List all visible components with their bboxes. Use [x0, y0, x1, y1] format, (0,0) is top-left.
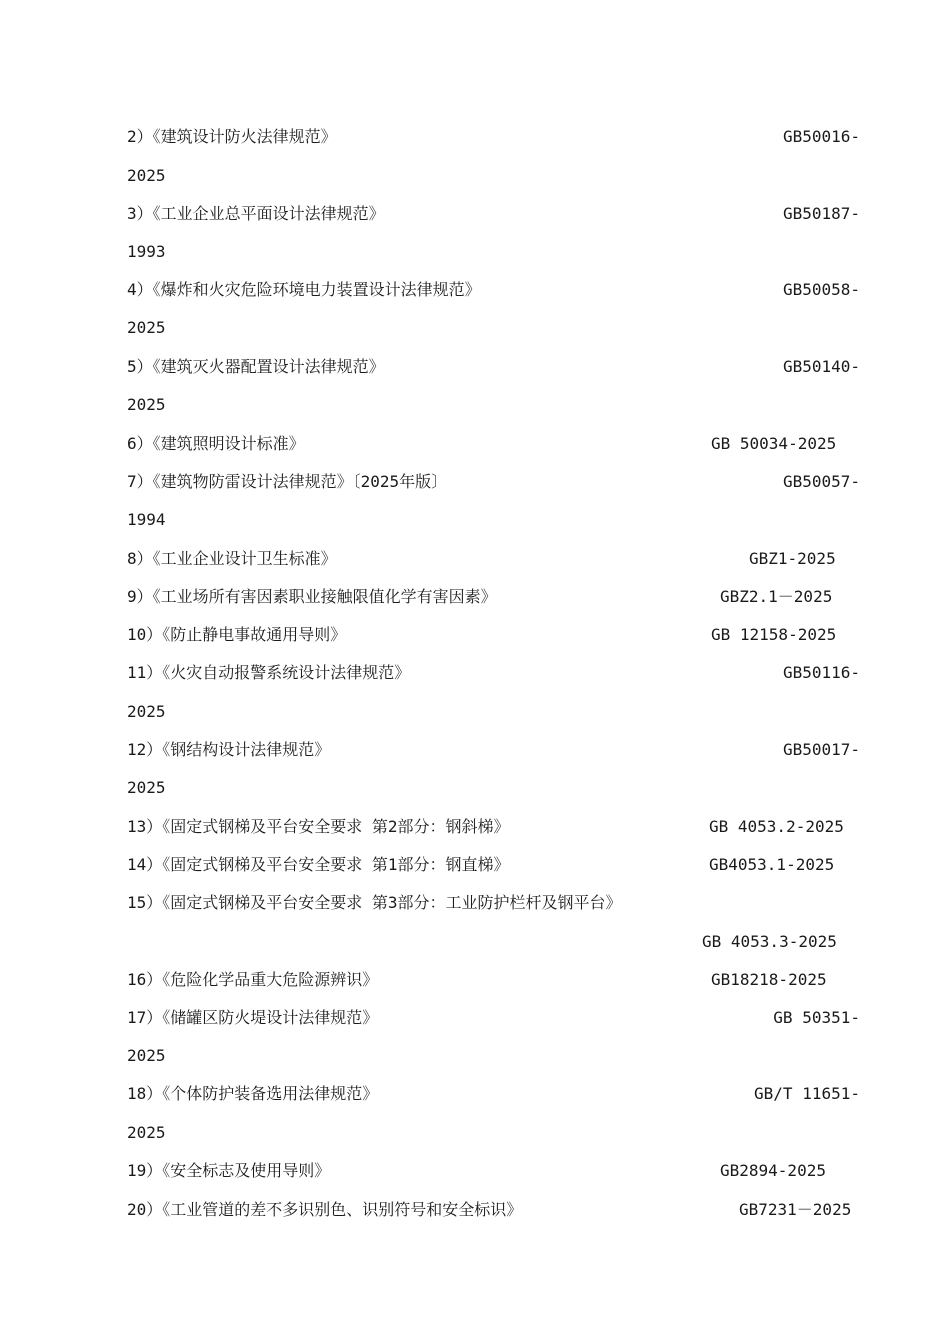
list-item	[127, 1082, 860, 1106]
standard-code: GB50187-	[782, 204, 860, 223]
list-item	[127, 623, 860, 647]
list-item	[127, 853, 860, 877]
standard-code-year: 2025	[127, 166, 166, 185]
list-item	[127, 432, 860, 456]
list-item	[127, 968, 860, 992]
standard-code: GB7231－2025	[739, 1200, 852, 1219]
standard-title: 9）《工业场所有害因素职业接触限值化学有害因素》	[127, 587, 497, 606]
list-item	[127, 815, 860, 839]
standard-title: 2）《建筑设计防火法律规范》	[127, 127, 337, 146]
list-item-continuation	[127, 508, 860, 532]
standard-code: GB4053.1-2025	[709, 855, 835, 874]
standard-code: GB50140-	[782, 357, 860, 376]
list-item-continuation	[127, 164, 860, 188]
standard-code: GB50058-	[782, 280, 860, 299]
standard-code: GB50116-	[782, 663, 860, 682]
standard-title: 17）《储罐区防火堤设计法律规范》	[127, 1008, 379, 1027]
standard-title: 3）《工业企业总平面设计法律规范》	[127, 204, 385, 223]
standard-title: 14）《固定式钢梯及平台安全要求 第1部分：钢直梯》	[127, 855, 510, 874]
list-item-continuation	[127, 930, 860, 954]
standard-code: GB2894-2025	[720, 1161, 826, 1180]
list-item	[127, 1006, 860, 1030]
standard-code-year: 2025	[127, 702, 166, 721]
standard-title: 5）《建筑灭火器配置设计法律规范》	[127, 357, 385, 376]
standard-title: 16）《危险化学品重大危险源辨识》	[127, 970, 379, 989]
standard-code: GB 50034-2025	[711, 434, 837, 453]
list-item-continuation	[127, 393, 860, 417]
list-item-continuation	[127, 1044, 860, 1068]
standard-code-year: 2025	[127, 395, 166, 414]
standard-title: 13）《固定式钢梯及平台安全要求 第2部分：钢斜梯》	[127, 817, 510, 836]
list-item-continuation	[127, 1121, 860, 1145]
standard-code: GB 4053.3-2025	[702, 932, 837, 951]
standard-title: 10）《防止静电事故通用导则》	[127, 625, 347, 644]
list-item	[127, 891, 860, 915]
standard-code-year: 1994	[127, 510, 166, 529]
standard-title: 4）《爆炸和火灾危险环境电力装置设计法律规范》	[127, 280, 481, 299]
standard-code-year: 2025	[127, 318, 166, 337]
standard-title: 20）《工业管道的差不多识别色、识别符号和安全标识》	[127, 1200, 523, 1219]
list-item	[127, 278, 860, 302]
standard-title: 18）《个体防护装备选用法律规范》	[127, 1084, 379, 1103]
list-item-continuation	[127, 240, 860, 264]
list-item	[127, 547, 860, 571]
list-item	[127, 1198, 860, 1222]
standard-code-year: 2025	[127, 1046, 166, 1065]
list-item-continuation	[127, 316, 860, 340]
standard-code: GB50016-	[782, 127, 860, 146]
list-item	[127, 738, 860, 762]
list-item	[127, 661, 860, 685]
list-item	[127, 355, 860, 379]
standard-code: GB/T 11651-	[754, 1084, 860, 1103]
standard-title: 7）《建筑物防雷设计法律规范》〔2025年版〕	[127, 472, 448, 491]
standard-code-year: 2025	[127, 778, 166, 797]
standard-code: GBZ2.1－2025	[720, 587, 833, 606]
standard-code-year: 2025	[127, 1123, 166, 1142]
list-item-continuation	[127, 776, 860, 800]
standard-title: 6）《建筑照明设计标准》	[127, 434, 305, 453]
standard-code: GB50057-	[782, 472, 860, 491]
list-item	[127, 202, 860, 226]
standard-title: 11）《火灾自动报警系统设计法律规范》	[127, 663, 411, 682]
standard-code: GB50017-	[782, 740, 860, 759]
standard-code-year: 1993	[127, 242, 166, 261]
standard-code: GB 4053.2-2025	[709, 817, 844, 836]
standard-title: 12）《钢结构设计法律规范》	[127, 740, 331, 759]
list-item	[127, 1159, 860, 1183]
list-item-continuation	[127, 700, 860, 724]
standard-title: 15）《固定式钢梯及平台安全要求 第3部分：工业防护栏杆及钢平台》	[127, 893, 622, 912]
standard-code: GBZ1-2025	[749, 549, 836, 568]
standard-code: GB 50351-	[773, 1008, 860, 1027]
list-item	[127, 585, 860, 609]
standard-title: 8）《工业企业设计卫生标准》	[127, 549, 337, 568]
list-item	[127, 125, 860, 149]
standard-title: 19）《安全标志及使用导则》	[127, 1161, 331, 1180]
list-item	[127, 470, 860, 494]
standard-code: GB 12158-2025	[711, 625, 837, 644]
standard-code: GB18218-2025	[711, 970, 827, 989]
